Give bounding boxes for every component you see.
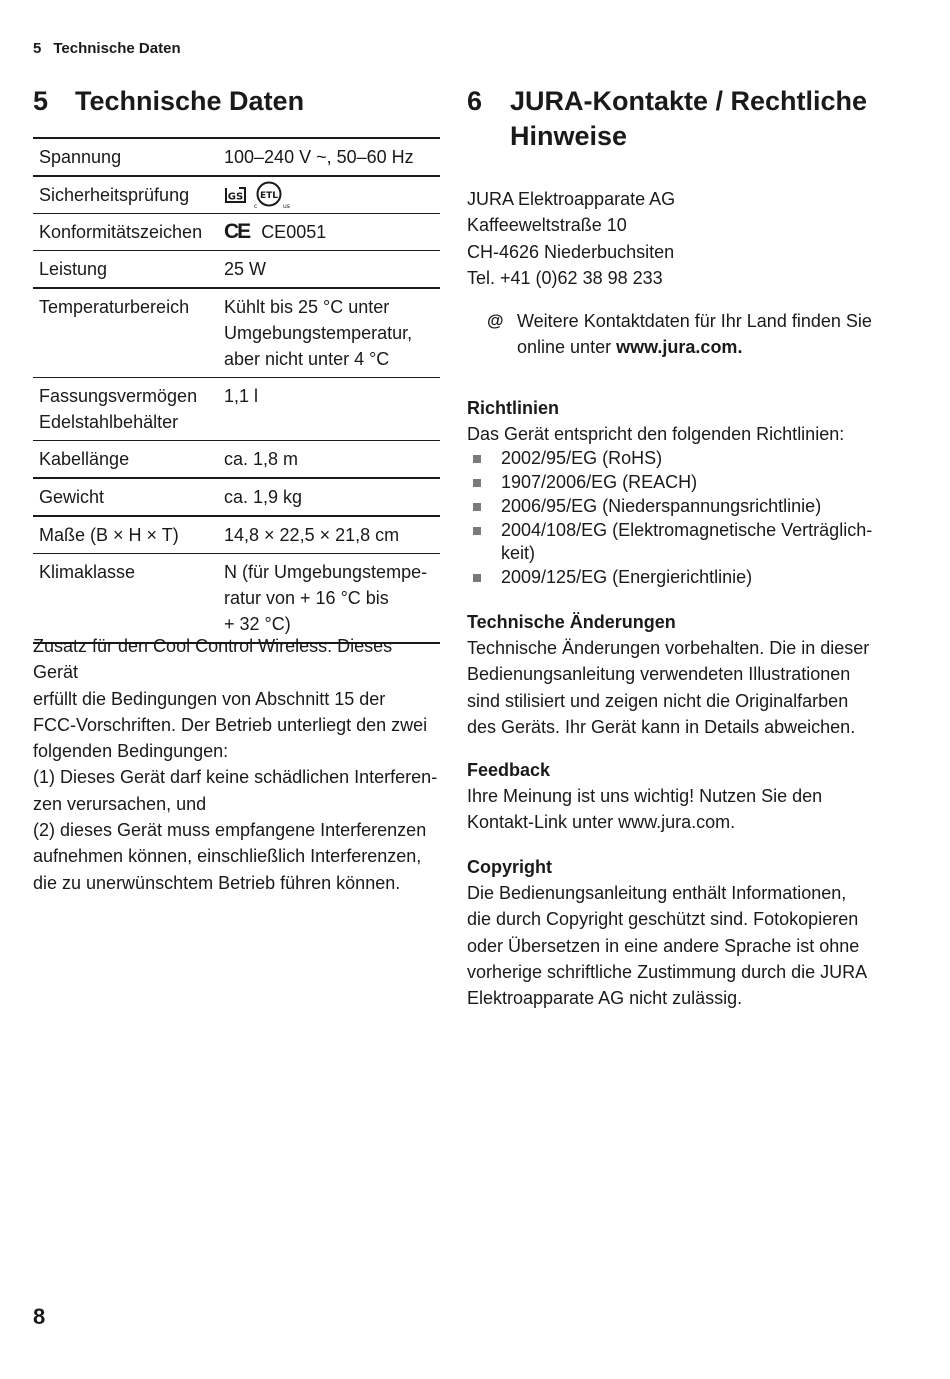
- spec-key: Maße (B × H × T): [33, 516, 218, 554]
- list-item-text-cont: keit): [501, 543, 536, 564]
- aenderungen-block: [467, 609, 887, 740]
- spec-value: [218, 554, 440, 644]
- spec-value: 25 W: [218, 251, 440, 289]
- list-item: [467, 495, 887, 519]
- paragraph-line: zen verursachen, und: [33, 793, 207, 814]
- note-line: Weitere Kontaktdaten für Ihr Land finden Sie: [517, 311, 872, 331]
- section-title-technical-data: [33, 84, 304, 119]
- spec-key-line: Edelstahlbehälter: [39, 412, 179, 432]
- richtlinien-list: [467, 447, 887, 590]
- bullet-square-icon: [473, 503, 481, 511]
- table-row: [33, 251, 440, 289]
- paragraph-line: Technische Änderungen vorbehalten. Die in dieser: [467, 638, 870, 658]
- table-row: [33, 176, 440, 214]
- list-item-text: 2009/125/EG (Energierichtlinie): [501, 567, 753, 588]
- address-line: JURA Elektroapparate AG: [467, 189, 676, 209]
- address-line: Tel. +41 (0)62 38 98 233: [467, 267, 663, 288]
- paragraph-line: aufnehmen können, einschließlich Interferenzen,: [33, 846, 422, 867]
- spec-key: Klimaklasse: [33, 554, 218, 644]
- paragraph-line: vorherige schriftliche Zustimmung durch die JURA: [467, 961, 868, 982]
- list-item-text: 2006/95/EG (Niederspannungsrichtlinie): [501, 495, 822, 516]
- spec-key: Leistung: [33, 251, 218, 289]
- spec-value: 100–240 V ~, 50–60 Hz: [218, 138, 440, 176]
- running-header-number: 5: [33, 40, 42, 57]
- paragraph-line: Elektroapparate AG nicht zulässig.: [467, 988, 743, 1009]
- running-header-title: Technische Daten: [53, 40, 181, 57]
- paragraph-line: folgenden Bedingungen:: [33, 741, 229, 762]
- richtlinien-block: [467, 395, 887, 590]
- running-header: [33, 40, 181, 57]
- at-icon: @: [487, 311, 504, 330]
- gs-mark-icon: [224, 184, 248, 206]
- company-address: [467, 186, 675, 291]
- spec-value-line: N (für Umgebungstempe-: [224, 562, 428, 582]
- list-item: [467, 471, 887, 495]
- paragraph-line: erfüllt die Bedingungen von Abschnitt 15 der: [33, 688, 386, 709]
- table-row: [33, 378, 440, 441]
- spec-value: [218, 288, 440, 378]
- address-line: CH-4626 Niederbuchsiten: [467, 241, 675, 262]
- paragraph-line: Die Bedienungsanleitung enthält Informationen,: [467, 883, 847, 903]
- table-row: [33, 516, 440, 554]
- spec-value-line: aber nicht unter 4 °C: [224, 349, 390, 369]
- section-number: 5: [33, 86, 49, 116]
- etl-mark-icon: [252, 181, 292, 209]
- section-title-text: [510, 84, 867, 154]
- richtlinien-intro: Das Gerät entspricht den folgenden Richtlinien:: [467, 424, 845, 444]
- spec-key: [33, 378, 218, 441]
- list-item: [467, 447, 887, 471]
- copyright-block: [467, 854, 887, 1011]
- table-row: [33, 441, 440, 479]
- paragraph-line: (2) dieses Gerät muss empfangene Interferenzen: [33, 820, 427, 841]
- copyright-heading: Copyright: [467, 857, 552, 877]
- note-text: [517, 308, 872, 361]
- feedback-block: [467, 757, 887, 836]
- list-item: [467, 566, 887, 590]
- bullet-square-icon: [473, 455, 481, 463]
- bullet-square-icon: [473, 574, 481, 582]
- spec-value-marks: [218, 176, 440, 214]
- list-item-text: 1907/2006/EG (REACH): [501, 472, 698, 493]
- table-row: [33, 214, 440, 251]
- spec-key: Konformitätszeichen: [33, 214, 218, 251]
- ce-number: CE0051: [261, 222, 327, 242]
- spec-value-line: + 32 °C): [224, 614, 291, 634]
- paragraph-line: oder Übersetzen in eine andere Sprache ist ohne: [467, 935, 860, 956]
- contact-note: [467, 308, 872, 361]
- paragraph-line: sind stilisiert und zeigen nicht die Originalfarben: [467, 690, 849, 711]
- section-title-line: JURA-Kontakte / Rechtliche: [510, 86, 868, 116]
- website-link[interactable]: www.jura.com.: [616, 337, 743, 358]
- table-row: [33, 554, 440, 644]
- note-text-pre: online unter: [517, 337, 617, 358]
- spec-value-line: Kühlt bis 25 °C unter: [224, 297, 390, 317]
- page-number: 8: [33, 1304, 46, 1329]
- paragraph-line: FCC-Vorschriften. Der Betrieb unterliegt den zwei: [33, 714, 428, 735]
- address-line: Kaffeeweltstraße 10: [467, 215, 627, 236]
- spec-value: 14,8 × 22,5 × 21,8 cm: [218, 516, 440, 554]
- section-title-text: Technische Daten: [75, 86, 305, 116]
- aenderungen-heading: Technische Änderungen: [467, 612, 676, 632]
- specs-table: [33, 137, 440, 644]
- spec-value: ca. 1,9 kg: [218, 478, 440, 516]
- gs-mark-text: GS: [227, 191, 244, 203]
- spec-key: Temperaturbereich: [33, 288, 218, 378]
- fcc-paragraph: [33, 633, 440, 896]
- spec-value: [218, 214, 440, 251]
- paragraph-line: Kontakt-Link unter www.jura.com.: [467, 812, 736, 833]
- spec-key: Spannung: [33, 138, 218, 176]
- list-item-text: 2004/108/EG (Elektromagnetische Verträglich-: [501, 519, 873, 540]
- spec-key: Kabellänge: [33, 441, 218, 479]
- bullet-square-icon: [473, 479, 481, 487]
- etl-mark-c: c: [254, 203, 258, 209]
- section-title-contacts: [467, 84, 867, 154]
- note-line: [517, 334, 872, 360]
- list-item: [467, 519, 887, 567]
- spec-key-line: Fassungsvermögen: [39, 386, 198, 406]
- richtlinien-heading: Richtlinien: [467, 398, 560, 418]
- paragraph-line: des Geräts. Ihr Gerät kann in Details abweichen.: [467, 716, 856, 737]
- paragraph-line: die durch Copyright geschützt sind. Fotokopieren: [467, 909, 859, 930]
- etl-mark-text: ETL: [259, 191, 279, 201]
- paragraph-line: Bedienungsanleitung verwendeten Illustrationen: [467, 664, 851, 685]
- etl-mark-us: us: [283, 203, 290, 209]
- table-row: [33, 288, 440, 378]
- spec-value-line: ratur von + 16 °C bis: [224, 588, 389, 608]
- bullet-square-icon: [473, 527, 481, 535]
- spec-value: 1,1 l: [218, 378, 440, 441]
- feedback-heading: Feedback: [467, 760, 551, 780]
- paragraph-line: Ihre Meinung ist uns wichtig! Nutzen Sie den: [467, 786, 823, 806]
- table-row: [33, 138, 440, 176]
- list-item-text: 2002/95/EG (RoHS): [501, 448, 663, 469]
- paragraph-line: die zu unerwünschtem Betrieb führen können.: [33, 872, 401, 893]
- section-title-line: Hinweise: [510, 121, 628, 151]
- spec-value: ca. 1,8 m: [218, 441, 440, 479]
- section-number: 6: [467, 86, 483, 116]
- paragraph-line: (1) Dieses Gerät darf keine schädlichen Interferen-: [33, 767, 438, 788]
- spec-key: Gewicht: [33, 478, 218, 516]
- spec-key: Sicherheitsprüfung: [33, 176, 218, 214]
- paragraph-line: Zusatz für den Cool Control Wireless: Dieses Gerät: [33, 636, 393, 683]
- table-row: [33, 478, 440, 516]
- ce-mark-icon: CE: [224, 220, 250, 243]
- spec-value-line: Umgebungstemperatur,: [224, 323, 413, 343]
